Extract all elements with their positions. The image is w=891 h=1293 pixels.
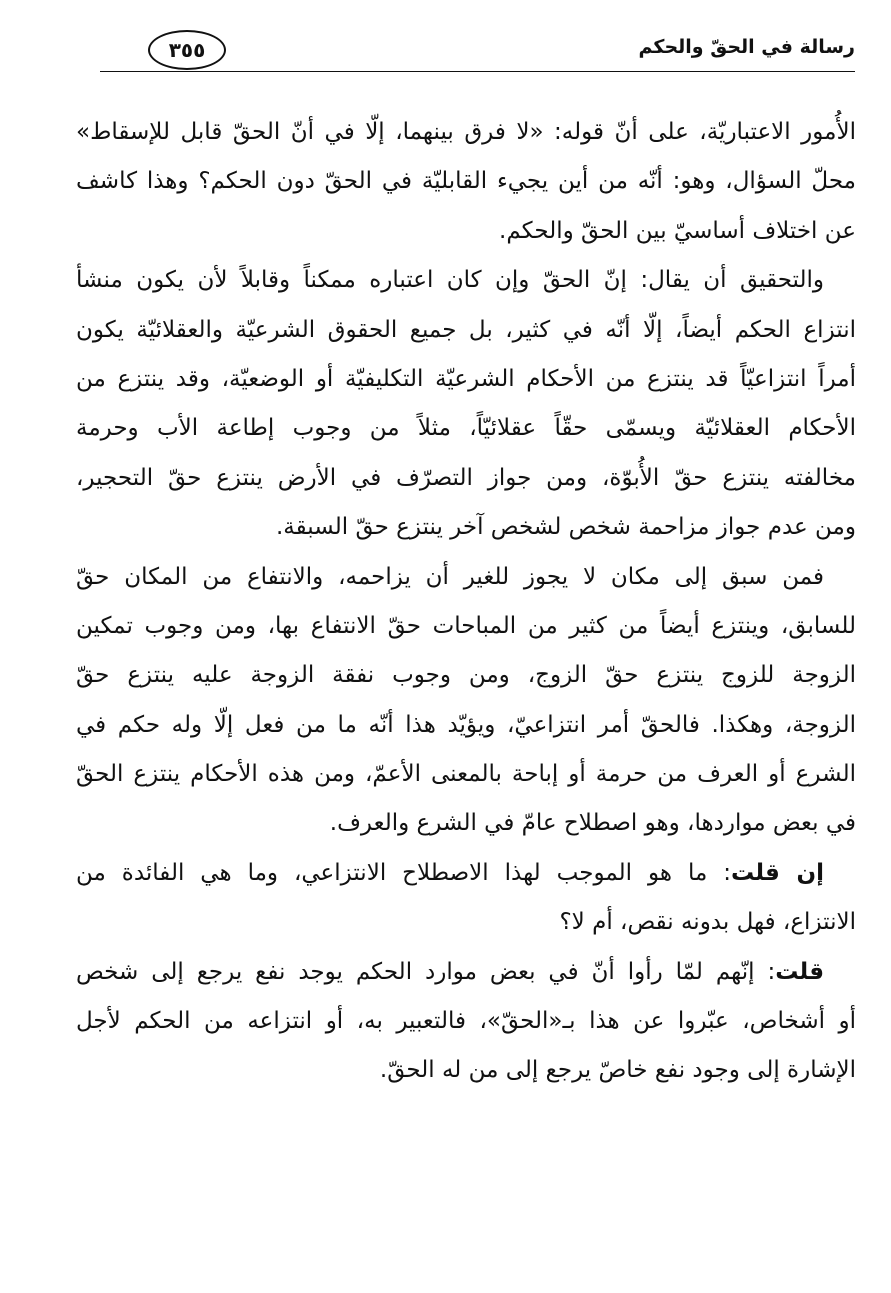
text-line-content: [76, 553, 824, 602]
line-text: فمن سبق إلى مكان لا يجوز للغير أن يزاحمه، والانتفاع من المكان حقّ: [76, 563, 824, 590]
text-line: [76, 404, 856, 453]
text-line: [76, 948, 856, 997]
text-line-content: [276, 503, 856, 552]
header-rule: [100, 71, 855, 72]
bold-lead: قلت: [775, 958, 824, 985]
text-line: [76, 651, 856, 700]
text-line: [76, 256, 856, 305]
text-line-content: [76, 108, 856, 157]
text-line: [76, 553, 856, 602]
line-text: : إنّهم لمّا رأوا أنّ في بعض موارد الحكم يوجد نفع يرجع إلى شخص: [76, 958, 776, 985]
line-text: مخالفته ينتزع حقّ الأُبوّة، ومن جواز التصرّف في الأرض ينتزع حقّ التحجير،: [76, 464, 856, 491]
text-line-content: [76, 750, 856, 799]
line-text: أمراً انتزاعيّاً قد ينتزع من الأحكام الشرعيّة التكليفيّة أو الوضعيّة، وقد ينتزع من: [76, 365, 856, 392]
line-text: الأُمور الاعتباريّة، على أنّ قوله: «لا فرق بينهما، إلّا في أنّ الحقّ قابل للإسقاط»: [76, 119, 856, 145]
line-text: ومن عدم جواز مزاحمة شخص لشخص آخر ينتزع حقّ السبقة.: [276, 514, 856, 541]
text-line-content: [330, 799, 856, 848]
text-line-content: [76, 157, 856, 206]
text-line-content: [76, 256, 824, 305]
text-line: [76, 454, 856, 503]
line-text: أو أشخاص، عبّروا عن هذا بـ«الحقّ»، فالتعبير به، أو انتزاعه من الحكم لأجل: [76, 1008, 856, 1035]
bold-lead: إن قلت: [731, 859, 824, 886]
text-line: [76, 750, 856, 799]
text-line: [76, 355, 856, 404]
text-line-content: [76, 355, 856, 404]
text-line: [76, 157, 856, 206]
text-line: [76, 602, 856, 651]
line-text: الزوجة للزوج ينتزع حقّ الزوج، ومن وجوب نفقة الزوجة عليه ينتزع حقّ: [76, 662, 856, 689]
text-line: [76, 997, 856, 1046]
page-number: ٣٥٥: [148, 30, 226, 70]
text-line: [76, 1046, 856, 1095]
page-header: [100, 28, 855, 72]
text-line-content: [559, 898, 856, 947]
line-text: محلّ السؤال، وهو: أنّه من أين يجيء القابليّة في الحقّ دون الحكم؟ وهذا كاشف: [76, 168, 856, 195]
text-line-content: [76, 701, 856, 750]
line-text: انتزاع الحكم أيضاً، إلّا أنّه في كثير، بل جميع الحقوق الشرعيّة والعقلائيّة يكون: [76, 316, 856, 343]
text-line-content: [499, 207, 856, 256]
text-line-content: [76, 997, 856, 1046]
line-text: عن اختلاف أساسيّ بين الحقّ والحكم.: [499, 217, 856, 244]
line-text: الزوجة، وهكذا. فالحقّ أمر انتزاعيّ، ويؤيّد هذا أنّه ما من فعل إلّا وله حكم في: [76, 711, 856, 738]
text-line-content: [76, 849, 824, 898]
line-text: في بعض مواردها، وهو اصطلاح عامّ في الشرع والعرف.: [329, 810, 856, 837]
text-line: [76, 701, 856, 750]
line-text: للسابق، وينتزع أيضاً من كثير من المباحات حقّ الانتفاع بها، ومن وجوب تمكين: [76, 612, 856, 639]
text-line: [76, 849, 856, 898]
line-text: الإشارة إلى وجود نفع خاصّ يرجع إلى من له الحقّ.: [379, 1057, 856, 1084]
line-text: : ما هو الموجب لهذا الاصطلاح الانتزاعي، وما هي الفائدة من: [75, 859, 732, 886]
running-title: رسالة في الحقّ والحكم: [638, 36, 855, 58]
text-line: [76, 503, 856, 552]
text-line: [76, 207, 856, 256]
text-line: [76, 306, 856, 355]
text-line-content: [380, 1046, 856, 1095]
text-line-content: [76, 404, 856, 453]
text-line-content: [76, 602, 856, 651]
line-text: الشرع أو العرف من حرمة أو إباحة بالمعنى الأعمّ، ومن هذه الأحكام ينتزع الحقّ: [76, 761, 856, 788]
body-text: [76, 108, 856, 1096]
line-text: الانتزاع، فهل بدونه نقص، أم لا؟: [559, 909, 856, 936]
text-line-content: [76, 306, 856, 355]
text-line: [76, 799, 856, 848]
text-line: [76, 108, 856, 157]
text-line-content: [76, 454, 856, 503]
text-line-content: [76, 948, 824, 997]
line-text: الأحكام العقلائيّة ويسمّى حقّاً عقلائيّاً، مثلاً من وجوب إطاعة الأب وحرمة: [76, 415, 856, 442]
text-line-content: [76, 651, 856, 700]
text-line: [76, 898, 856, 947]
line-text: والتحقيق أن يقال: إنّ الحقّ وإن كان اعتباره ممكناً وقابلاً لأن يكون منشأ: [76, 267, 824, 294]
